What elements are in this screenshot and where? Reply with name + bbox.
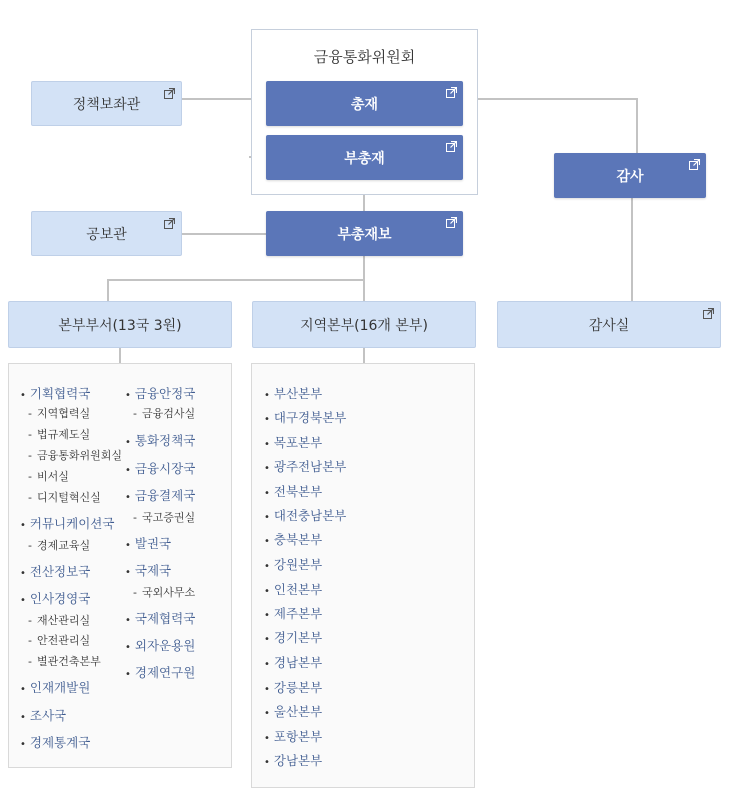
- regional-item[interactable]: • 충북본부: [264, 532, 323, 547]
- dept-item[interactable]: • 기획협력국: [20, 386, 91, 401]
- sub-dept-item[interactable]: - 국외사무소: [133, 586, 196, 599]
- head-office-box: [8, 301, 232, 348]
- connector-branch-h: [107, 279, 365, 281]
- sub-dept-item[interactable]: - 별관건축본부: [28, 655, 101, 668]
- regional-item[interactable]: • 제주본부: [264, 606, 323, 621]
- sub-dept-item[interactable]: - 디지털혁신실: [28, 491, 101, 504]
- connector-auditor-v: [636, 98, 638, 153]
- regional-item[interactable]: • 광주전남본부: [264, 459, 347, 474]
- sub-dept-item[interactable]: - 안전관리실: [28, 634, 91, 647]
- connector-regional-panel: [363, 347, 365, 363]
- regional-item[interactable]: • 대구경북본부: [264, 410, 347, 425]
- audit-office-label: 감사실: [588, 317, 630, 334]
- dept-item[interactable]: • 인사경영국: [20, 591, 91, 606]
- regional-item[interactable]: • 전북본부: [264, 484, 323, 499]
- external-link-icon: [446, 217, 457, 228]
- connector-headoffice-panel: [119, 347, 121, 363]
- sub-dept-item[interactable]: - 금융검사실: [133, 407, 196, 420]
- connector-headoffice-v: [107, 279, 109, 301]
- connector-press-deputies: [181, 233, 267, 235]
- head-office-label: 본부부서(13국 3원): [58, 317, 182, 334]
- dept-item[interactable]: • 금융시장국: [125, 461, 196, 476]
- external-link-icon: [164, 88, 175, 99]
- external-link-icon: [689, 159, 700, 170]
- dept-item[interactable]: • 국제협력국: [125, 611, 196, 626]
- press-officer-box[interactable]: [31, 211, 182, 256]
- audit-office-box[interactable]: [497, 301, 721, 348]
- sub-dept-item[interactable]: - 법규제도실: [28, 428, 91, 441]
- external-link-icon: [164, 218, 175, 229]
- auditor-box[interactable]: [554, 153, 706, 198]
- dept-item[interactable]: • 경제통계국: [20, 735, 91, 750]
- regional-item[interactable]: • 강원본부: [264, 557, 323, 572]
- connector-deputies-down: [363, 255, 365, 301]
- regional-box: [252, 301, 476, 348]
- auditor-label: 감사: [616, 168, 644, 185]
- committee-title: 금융통화위원회: [313, 48, 416, 66]
- policy-advisor-box[interactable]: [31, 81, 182, 126]
- regional-item[interactable]: • 강릉본부: [264, 680, 323, 695]
- dept-item[interactable]: • 국제국: [125, 563, 172, 578]
- governor-label: 총재: [350, 96, 379, 113]
- regional-item[interactable]: • 강남본부: [264, 753, 323, 768]
- external-link-icon: [446, 141, 457, 152]
- connector-governor-auditor-h: [462, 98, 638, 100]
- regional-item[interactable]: • 부산본부: [264, 386, 323, 401]
- dept-item[interactable]: • 외자운용원: [125, 638, 196, 653]
- sub-dept-item[interactable]: - 재산관리실: [28, 614, 91, 627]
- dept-item[interactable]: • 조사국: [20, 708, 67, 723]
- governor-box[interactable]: [266, 81, 463, 126]
- connector-auditor-auditoffice: [631, 197, 633, 301]
- regional-item[interactable]: • 포항본부: [264, 729, 323, 744]
- sub-dept-item[interactable]: - 경제교육실: [28, 539, 91, 552]
- deputy-governors-label: 부총재보: [337, 226, 392, 243]
- regional-item[interactable]: • 인천본부: [264, 582, 323, 597]
- external-link-icon: [446, 87, 457, 98]
- regional-item[interactable]: • 목포본부: [264, 435, 323, 450]
- sub-dept-item[interactable]: - 지역협력실: [28, 407, 91, 420]
- connector-committee-deputies: [363, 194, 365, 212]
- regional-item[interactable]: • 대전충남본부: [264, 508, 347, 523]
- regional-item[interactable]: • 울산본부: [264, 704, 323, 719]
- regional-label: 지역본부(16개 본부): [300, 317, 428, 334]
- dept-item[interactable]: • 커뮤니케이션국: [20, 516, 115, 531]
- dept-item[interactable]: • 발권국: [125, 536, 172, 551]
- deputy-governors-box[interactable]: [266, 211, 463, 256]
- regional-panel: [251, 363, 475, 788]
- dept-item[interactable]: • 금융안정국: [125, 386, 196, 401]
- dept-item[interactable]: • 인재개발원: [20, 680, 91, 695]
- dept-item[interactable]: • 금융결제국: [125, 488, 196, 503]
- policy-advisor-label: 정책보좌관: [72, 96, 141, 113]
- sub-dept-item[interactable]: - 비서실: [28, 470, 69, 483]
- senior-deputy-label: 부총재: [344, 150, 385, 167]
- dept-item[interactable]: • 전산정보국: [20, 564, 91, 579]
- dept-item[interactable]: • 경제연구원: [125, 665, 196, 680]
- press-officer-label: 공보관: [86, 226, 127, 243]
- senior-deputy-box[interactable]: [266, 135, 463, 180]
- sub-dept-item[interactable]: - 국고증권실: [133, 511, 196, 524]
- regional-item[interactable]: • 경남본부: [264, 655, 323, 670]
- external-link-icon: [703, 308, 714, 319]
- dept-item[interactable]: • 통화정책국: [125, 433, 196, 448]
- sub-dept-item[interactable]: - 금융통화위원회실: [28, 449, 122, 462]
- regional-item[interactable]: • 경기본부: [264, 630, 323, 645]
